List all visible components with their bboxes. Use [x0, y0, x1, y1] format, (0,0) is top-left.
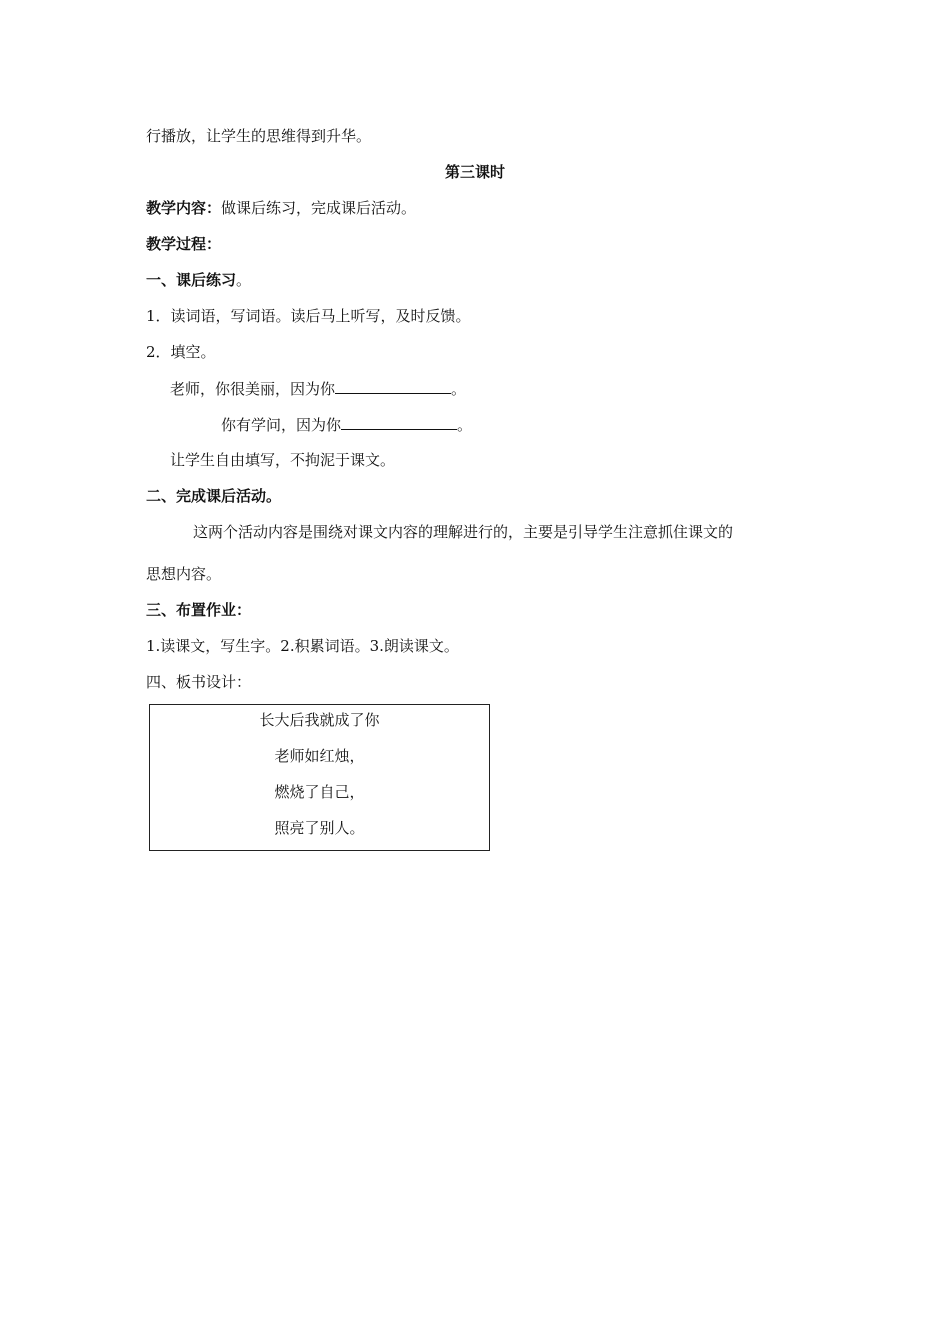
fill1-prefix: 老师，你很美丽，因为你 [170, 380, 336, 398]
section2-para-line2: 思想内容。 [146, 565, 222, 583]
content-row [146, 198, 416, 218]
board-line-2: 老师如红烛， [274, 747, 365, 765]
board-line-3: 燃烧了自己， [274, 783, 365, 801]
section1-heading: 一、课后练习 [146, 271, 237, 289]
section1-item2: 2．填空。 [146, 343, 216, 361]
intro-tail-text: 行播放，让学生的思维得到升华。 [146, 127, 372, 145]
section1-item1: 1．读词语，写词语。读后马上听写，及时反馈。 [146, 307, 471, 325]
fill-row-1 [170, 378, 466, 399]
fill2-suffix: 。 [457, 416, 473, 434]
board-line-1: 长大后我就成了你 [259, 711, 380, 729]
section2-heading: 二、完成课后活动。 [146, 487, 282, 505]
section1-note: 让学生自由填写，不拘泥于课文。 [170, 451, 396, 469]
fill2-prefix: 你有学问，因为你 [221, 416, 342, 434]
fill2-blank [341, 414, 457, 430]
section4-heading: 四、板书设计： [146, 673, 252, 691]
blackboard-design-box [149, 704, 490, 851]
section3-heading: 三、布置作业： [146, 601, 252, 619]
process-label: 教学过程： [146, 235, 222, 253]
fill-row-2 [221, 414, 472, 435]
content-text: 做课后练习，完成课后活动。 [221, 199, 417, 217]
section1-heading-end: 。 [236, 271, 252, 289]
section3-text: 1.读课文，写生字。2.积累词语。3.朗读课文。 [146, 637, 459, 655]
section1-heading-row [146, 270, 251, 290]
section2-para-line1: 这两个活动内容是围绕对课文内容的理解进行的，主要是引导学生注意抓住课文的 [193, 523, 734, 541]
content-label: 教学内容： [146, 199, 222, 217]
board-line-4: 照亮了别人。 [274, 819, 365, 837]
fill1-blank [335, 378, 451, 394]
fill1-suffix: 。 [451, 380, 467, 398]
lesson-title: 第三课时 [444, 163, 505, 181]
